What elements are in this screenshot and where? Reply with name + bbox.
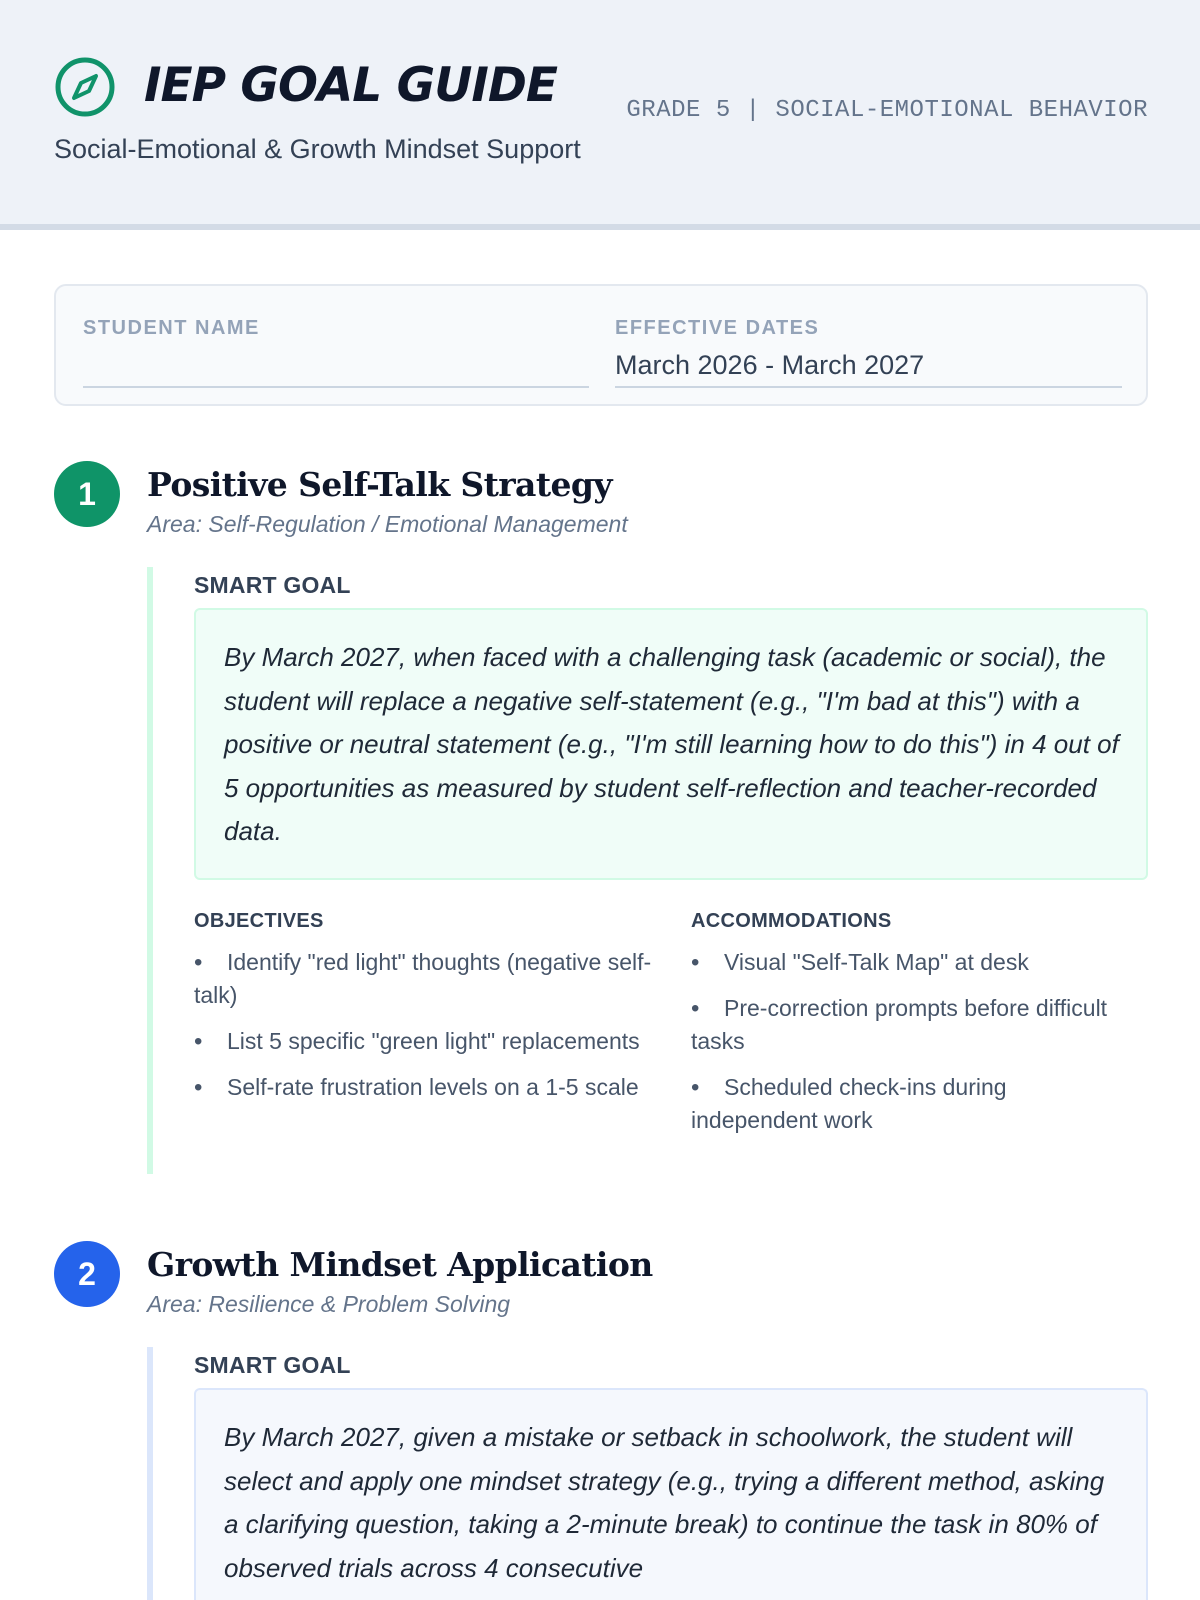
list-item: • Self-rate frustration levels on a 1-5 scale [194, 1071, 664, 1104]
goal-accent-bar [147, 567, 153, 1174]
effective-dates-field-group [615, 316, 1122, 388]
effective-dates-label: EFFECTIVE DATES [615, 317, 820, 339]
smart-goal-text: By March 2027, given a mistake or setback in schoolwork, the student will select and apply one mindset strategy (e.g., trying a different method, asking a clarifying question, taking a 2-minute break) to continue the task in 80% of observed trials across 4 consecutive [194, 1388, 1148, 1600]
objectives-heading: OBJECTIVES [194, 910, 324, 932]
goal-number-badge: 2 [54, 1241, 120, 1307]
page-header [0, 0, 1200, 230]
student-name-field[interactable] [83, 348, 589, 388]
smart-goal-label: SMART GOAL [194, 1352, 351, 1378]
student-name-field-group [83, 316, 589, 388]
smart-goal-text: By March 2027, when faced with a challenging task (academic or social), the student will replace a negative self-statement (e.g., "I'm bad at this") with a positive or neutral statement (e.g., "I'm still learning how to do this") in 4 out of 5 opportunities as measured by student self-reflection and teacher-recorded data. [194, 608, 1148, 880]
app-title: IEP GOAL GUIDE [144, 58, 557, 113]
list-item: • Visual "Self-Talk Map" at desk [691, 946, 1111, 979]
goal-title: Growth Mindset Application [147, 1245, 653, 1284]
list-item: • List 5 specific "green light" replacements [194, 1025, 664, 1058]
objectives-list [194, 946, 664, 1117]
list-item: • Pre-correction prompts before difficult tasks [691, 992, 1111, 1058]
student-info-card [54, 284, 1148, 406]
goal-title: Positive Self-Talk Strategy [147, 465, 612, 504]
grade-subject-label: GRADE 5 | SOCIAL-EMOTIONAL BEHAVIOR [626, 97, 1148, 124]
list-item: • Scheduled check-ins during independent work [691, 1071, 1111, 1137]
goal-area: Area: Resilience & Problem Solving [147, 1291, 511, 1317]
list-item: • Identify "red light" thoughts (negative self-talk) [194, 946, 664, 1012]
smart-goal-label: SMART GOAL [194, 572, 351, 598]
goal-area: Area: Self-Regulation / Emotional Management [147, 511, 628, 537]
accommodations-list [691, 946, 1111, 1150]
app-subtitle: Social-Emotional & Growth Mindset Support [54, 134, 581, 164]
goal-number-badge: 1 [54, 461, 120, 527]
student-name-label: STUDENT NAME [83, 317, 260, 339]
compass-icon [54, 56, 116, 118]
goal-accent-bar [147, 1347, 153, 1600]
effective-dates-field[interactable]: March 2026 - March 2027 [615, 348, 1122, 388]
accommodations-heading: ACCOMMODATIONS [691, 910, 892, 932]
